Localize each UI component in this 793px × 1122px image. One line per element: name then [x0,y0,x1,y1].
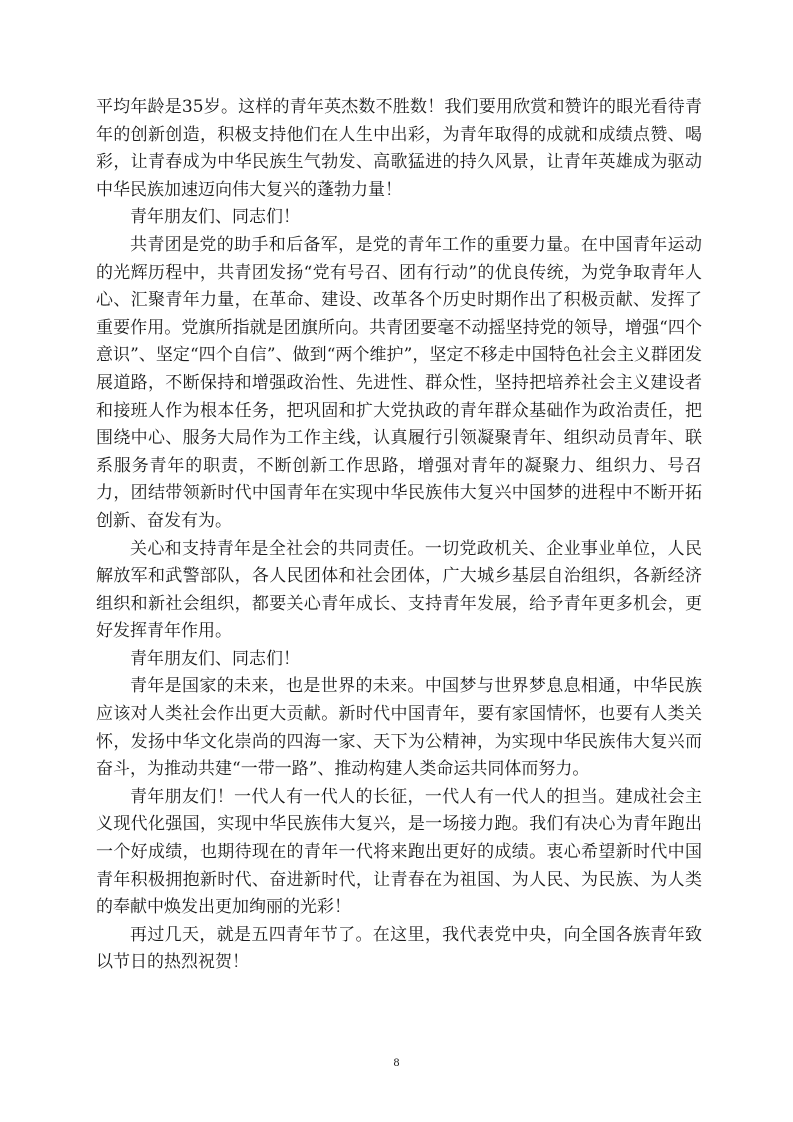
paragraph: 平均年龄是35岁。这样的青年英杰数不胜数！我们要用欣赏和赞许的眼光看待青年的创新创造，积极支持他们在人生中出彩，为青年取得的成就和成绩点赞、喝彩，让青春成为中华民族生气勃发、高歌猛进的持久风景，让青年英雄成为驱动中华民族加速迈向伟大复兴的蓬勃力量！ [96,97,702,200]
paragraph: 关心和支持青年是全社会的共同责任。一切党政机关、企业事业单位，人民解放军和武警部队，各人民团体和社会团体，广大城乡基层自治组织，各新经济组织和新社会组织，都要关心青年成长、支持青年发展，给予青年更多机会，更好发挥青年作用。 [96,538,702,642]
paragraph: 青年是国家的未来，也是世界的未来。中国梦与世界梦息息相通，中华民族应该对人类社会作出更大贡献。新时代中国青年，要有家国情怀，也要有人类关怀，发扬中华文化崇尚的四海一家、天下为公精神，为实现中华民族伟大复兴而奋斗，为推动共建“一带一路”、推动构建人类命运共同体而努力。 [96,676,702,780]
paragraph: 再过几天，就是五四青年节了。在这里，我代表党中央，向全国各族青年致以节日的热烈祝贺！ [96,924,702,973]
paragraph: 青年朋友们！一代人有一代人的长征，一代人有一代人的担当。建成社会主义现代化强国，实现中华民族伟大复兴，是一场接力跑。我们有决心为青年跑出一个好成绩，也期待现在的青年一代将来跑出更好的成绩。衷心希望新时代中国青年积极拥抱新时代、奋进新时代，让青春在为祖国、为人民、为民族、为人类的奉献中焕发出更加绚丽的光彩！ [96,786,702,918]
page-number: 8 [393,1055,400,1069]
paragraph: 青年朋友们、同志们！ [130,207,300,228]
paragraph: 共青团是党的助手和后备军，是党的青年工作的重要力量。在中国青年运动的光辉历程中，共青团发扬“党有号召、团有行动”的优良传统，为党争取青年人心、汇聚青年力量，在革命、建设、改革各个历史时期作出了积极贡献、发挥了重要作用。党旗所指就是团旗所向。共青团要毫不动摇坚持党的领导，增强“四个意识”、坚定“四个自信”、做到“两个维护”，坚定不移走中国特色社会主义群团发展道路，不断保持和增强政治性、先进性、群众性，坚持把培养社会主义建设者和接班人作为根本任务，把巩固和扩大党执政的青年群众基础作为政治责任，把围绕中心、服务大局作为工作主线，认真履行引领凝聚青年、组织动员青年、联系服务青年的职责，不断创新工作思路，增强对青年的凝聚力、组织力、号召力，团结带领新时代中国青年在实现中华民族伟大复兴中国梦的进程中不断开拓创新、奋发有为。 [96,234,702,531]
paragraph: 青年朋友们、同志们！ [130,648,300,669]
document-body [96,94,702,977]
